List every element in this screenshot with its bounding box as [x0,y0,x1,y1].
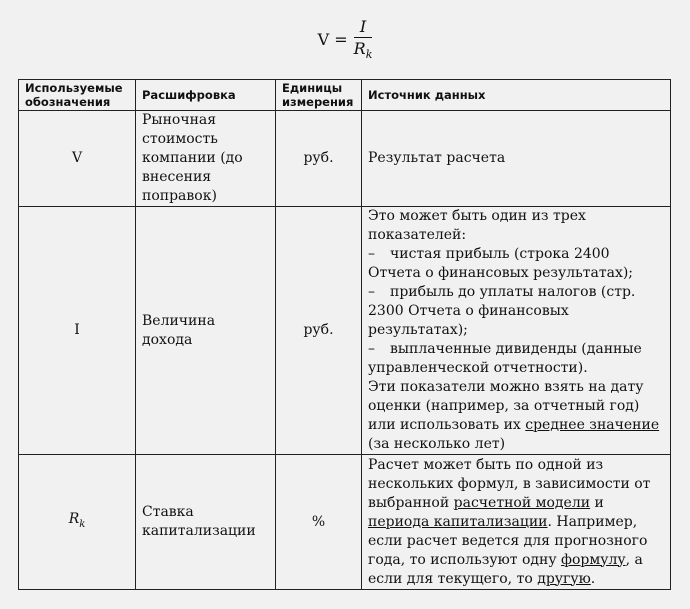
header-unit: Единицы измерения [276,80,362,111]
formula-lhs: V = [317,29,348,49]
link-capitalization-period[interactable]: периода капитализации [368,513,548,530]
formula [0,10,690,68]
definitions-table [18,79,671,590]
cell-meaning: Ставка капитализации [136,455,276,590]
formula-fraction [354,17,373,61]
source-intro: Это может быть один из трех показателей: [368,208,586,243]
header-source: Источник данных [362,80,671,111]
cell-meaning: Величина дохода [136,207,276,455]
cell-source: Расчет может быть по одной из нескольких формул, в зависимости от выбранной расчетной модели и периода капитализации. Например, если расчет ведется для прогнозного года, то используют одну формулу, а если для текущего, то другую. [362,455,671,590]
cell-unit: % [276,455,362,590]
header-symbol: Используемые обозначения [19,80,136,111]
table-row [19,207,671,455]
link-average-value[interactable]: среднее значение [525,417,660,433]
cell-unit: руб. [276,111,362,207]
cell-symbol: I [19,207,136,455]
source-tail: Эти показатели можно взять на дату оценки (например, за отчетный год) или использовать их среднее значение (за несколько лет) [368,379,660,452]
cell-symbol: V [19,111,136,207]
cell-meaning: Рыночная стоимость компании (до внесения поправок) [136,111,276,207]
cell-source: Результат расчета [362,111,671,207]
cell-symbol: $R_k$ [19,455,136,590]
formula-numerator: I [354,17,372,38]
link-formula[interactable]: формулу [561,551,626,568]
cell-source [362,207,671,455]
table-header-row [19,80,671,111]
cell-unit: руб. [276,207,362,455]
formula-denominator: $R_k$ [353,38,373,62]
link-calculation-model[interactable]: расчетной модели [453,494,591,511]
link-other[interactable]: другую [537,570,591,587]
table-row [19,455,671,590]
list-item: – чистая прибыль (строка 2400 Отчета о финансовых результатах); [368,246,634,281]
table-row [19,111,671,207]
list-item: – прибыль до уплаты налогов (стр. 2300 Отчета о финансовых результатах); [368,284,636,338]
list-item: – выплаченные дивиденды (данные управленческой отчетности). [368,341,642,376]
header-meaning: Расшифровка [136,80,276,111]
